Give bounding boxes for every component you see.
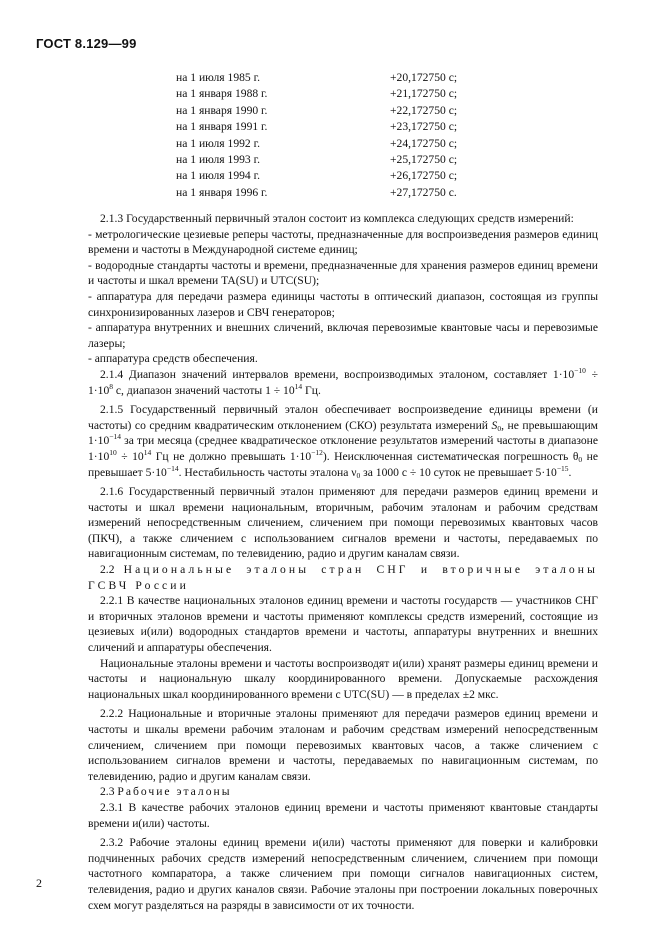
table-row	[176, 152, 476, 168]
list-item: - аппаратура средств обеспечения.	[88, 352, 258, 366]
paragraph-2-1-4: 2.1.4 Диапазон значений интервалов времени, воспроизводимых эталоном, составляет $1\cdot 10^{-10} \div 1\cdot 10^8$ с, диапазон значений частоты $1 \div 10^{14}$ Гц.	[88, 365, 598, 397]
date-cell: на 1 июля 1992 г.	[176, 136, 260, 150]
list-item: - метрологические цезиевые реперы частоты, предназначенные для воспроизведения размеров единиц времени и частоты в Международной системе единиц;	[88, 227, 598, 257]
section-heading-2-2: 2.2 Национальные эталоны стран СНГ и вторичные эталоны ГСВЧ России	[88, 563, 598, 592]
leap-seconds-table	[176, 70, 476, 201]
date-cell: на 1 июля 1994 г.	[176, 169, 260, 183]
table-row	[176, 185, 476, 201]
value-cell: +22,172750 с;	[390, 103, 458, 117]
paragraph-2-3-1: 2.3.1 В качестве рабочих эталонов единиц времени и частоты применяют квантовые стандарты времени и(или) частоты.	[88, 800, 598, 830]
paragraph-2-1-6: 2.1.6 Государственный первичный эталон применяют для передачи размеров единиц времени и частоты и шкал времени национальным, вторичным, рабочим эталонам и рабочим средствам измерений непосредственным сличением, сличением при помощи перевозимых квантовых часов (ПКЧ), а также сличением с использованием сигналов времени и частоты, передаваемых по навигационным системам, по телевидению, радио и другим каналам связи.	[88, 485, 598, 561]
value-cell: +27,172750 с.	[390, 185, 457, 199]
date-cell: на 1 июля 1985 г.	[176, 71, 260, 84]
value-cell: +21,172750 с;	[390, 87, 458, 101]
date-cell: на 1 января 1990 г.	[176, 103, 268, 117]
paragraph-2-2-1-cont: Национальные эталоны времени и частоты воспроизводят и(или) хранят размеры единиц времени и частоты и национальную шкалу координированного времени. Допускаемые расхождения национальных шкал координированного времени с UTC(SU) — в пределах ±2 мкс.	[88, 656, 598, 701]
table-row	[176, 136, 476, 152]
value-cell: +26,172750 с;	[390, 169, 458, 183]
value-cell: +25,172750 с;	[390, 152, 458, 166]
table-row	[176, 70, 476, 86]
section-heading-2-3: 2.3 Рабочие эталоны	[100, 785, 232, 799]
value-cell: +23,172750 с;	[390, 120, 458, 134]
list-item: - водородные стандарты частоты и времени, предназначенные для хранения размеров единиц времени и частоты и шкал времени TA(SU) и UTC(SU);	[88, 258, 598, 288]
table-row	[176, 119, 476, 135]
paragraph-2-3-2: 2.3.2 Рабочие эталоны единиц времени и(или) частоты применяют для поверки и калибровки подчиненных рабочих средств измерений непосредственным сличением, сличением при помощи частотного компаратора, а также сличением при помощи сигналов навигационных систем, телевидения, радио и других каналов связи. Рабочие эталоны при построении локальных поверочных схем могут разделяться на разряды в зависимости от их точности.	[88, 836, 598, 912]
list-item: - аппаратура внутренних и внешних сличений, включая перевозимые квантовые часы и перевозимые лазеры;	[88, 321, 598, 350]
date-cell: на 1 января 1991 г.	[176, 120, 268, 134]
date-cell: на 1 января 1988 г.	[176, 87, 268, 101]
date-cell: на 1 июля 1993 г.	[176, 152, 260, 166]
table-row	[176, 103, 476, 119]
value-cell: +20,172750 с;	[390, 71, 458, 84]
date-cell: на 1 января 1996 г.	[176, 185, 268, 199]
paragraph-2-1-5: 2.1.5 Государственный первичный эталон обеспечивает воспроизведение единицы времени (и частоты) со средним квадратическим отклонением (СКО) результата измерений $S_0$, не превышающим $1\cdot 10^{-14}$ за три месяца (среднее квадратическое отклонение результатов измерений частоты в диапазоне $1\cdot 10^{10} \div 10^{14}$ Гц не должно превышать $1\cdot 10^{-12}$). Неисключенная систематическая погрешность $\theta_0$ не превышает $5\cdot 10^{-14}$. Нестабильность частоты эталона $\nu_0$ за 1000 с ÷ 10 суток не превышает $5\cdot 10^{-15}$.	[88, 403, 598, 480]
paragraph-2-1-3-intro: 2.1.3 Государственный первичный эталон состоит из комплекса следующих средств измерений:	[100, 212, 574, 225]
document-body	[88, 211, 598, 913]
page-number: 2	[36, 876, 42, 890]
value-cell: +24,172750 с;	[390, 136, 458, 150]
paragraph-2-2-2: 2.2.2 Национальные и вторичные эталоны применяют для передачи размеров единиц времени и частоты и шкалы времени рабочим эталонам и рабочим средствам измерений непосредственным сличением, сличением при помощи перевозимых квантовых часов, а также сличением с использованием сигналов времени и частоты, передаваемых по навигационным системам, по телевидению, радио и другим каналам связи.	[88, 707, 598, 783]
list-item: - аппаратура для передачи размера единицы частоты в оптический диапазон, состоящая из группы синхронизированных лазеров и СВЧ генераторов;	[88, 289, 598, 319]
document-header: ГОСТ 8.129—99	[36, 36, 137, 51]
paragraph-2-2-1: 2.2.1 В качестве национальных эталонов единиц времени и частоты государств — участников СНГ и вторичных эталонов времени и частоты применяют комплексы средств измерений, состоящие из цезиевых и(или) водородных стандартов времени и частоты, аппаратуры внутренних и внешних сличений и аппаратуры обеспечения.	[88, 594, 598, 655]
table-row	[176, 86, 476, 102]
table-row	[176, 168, 476, 184]
